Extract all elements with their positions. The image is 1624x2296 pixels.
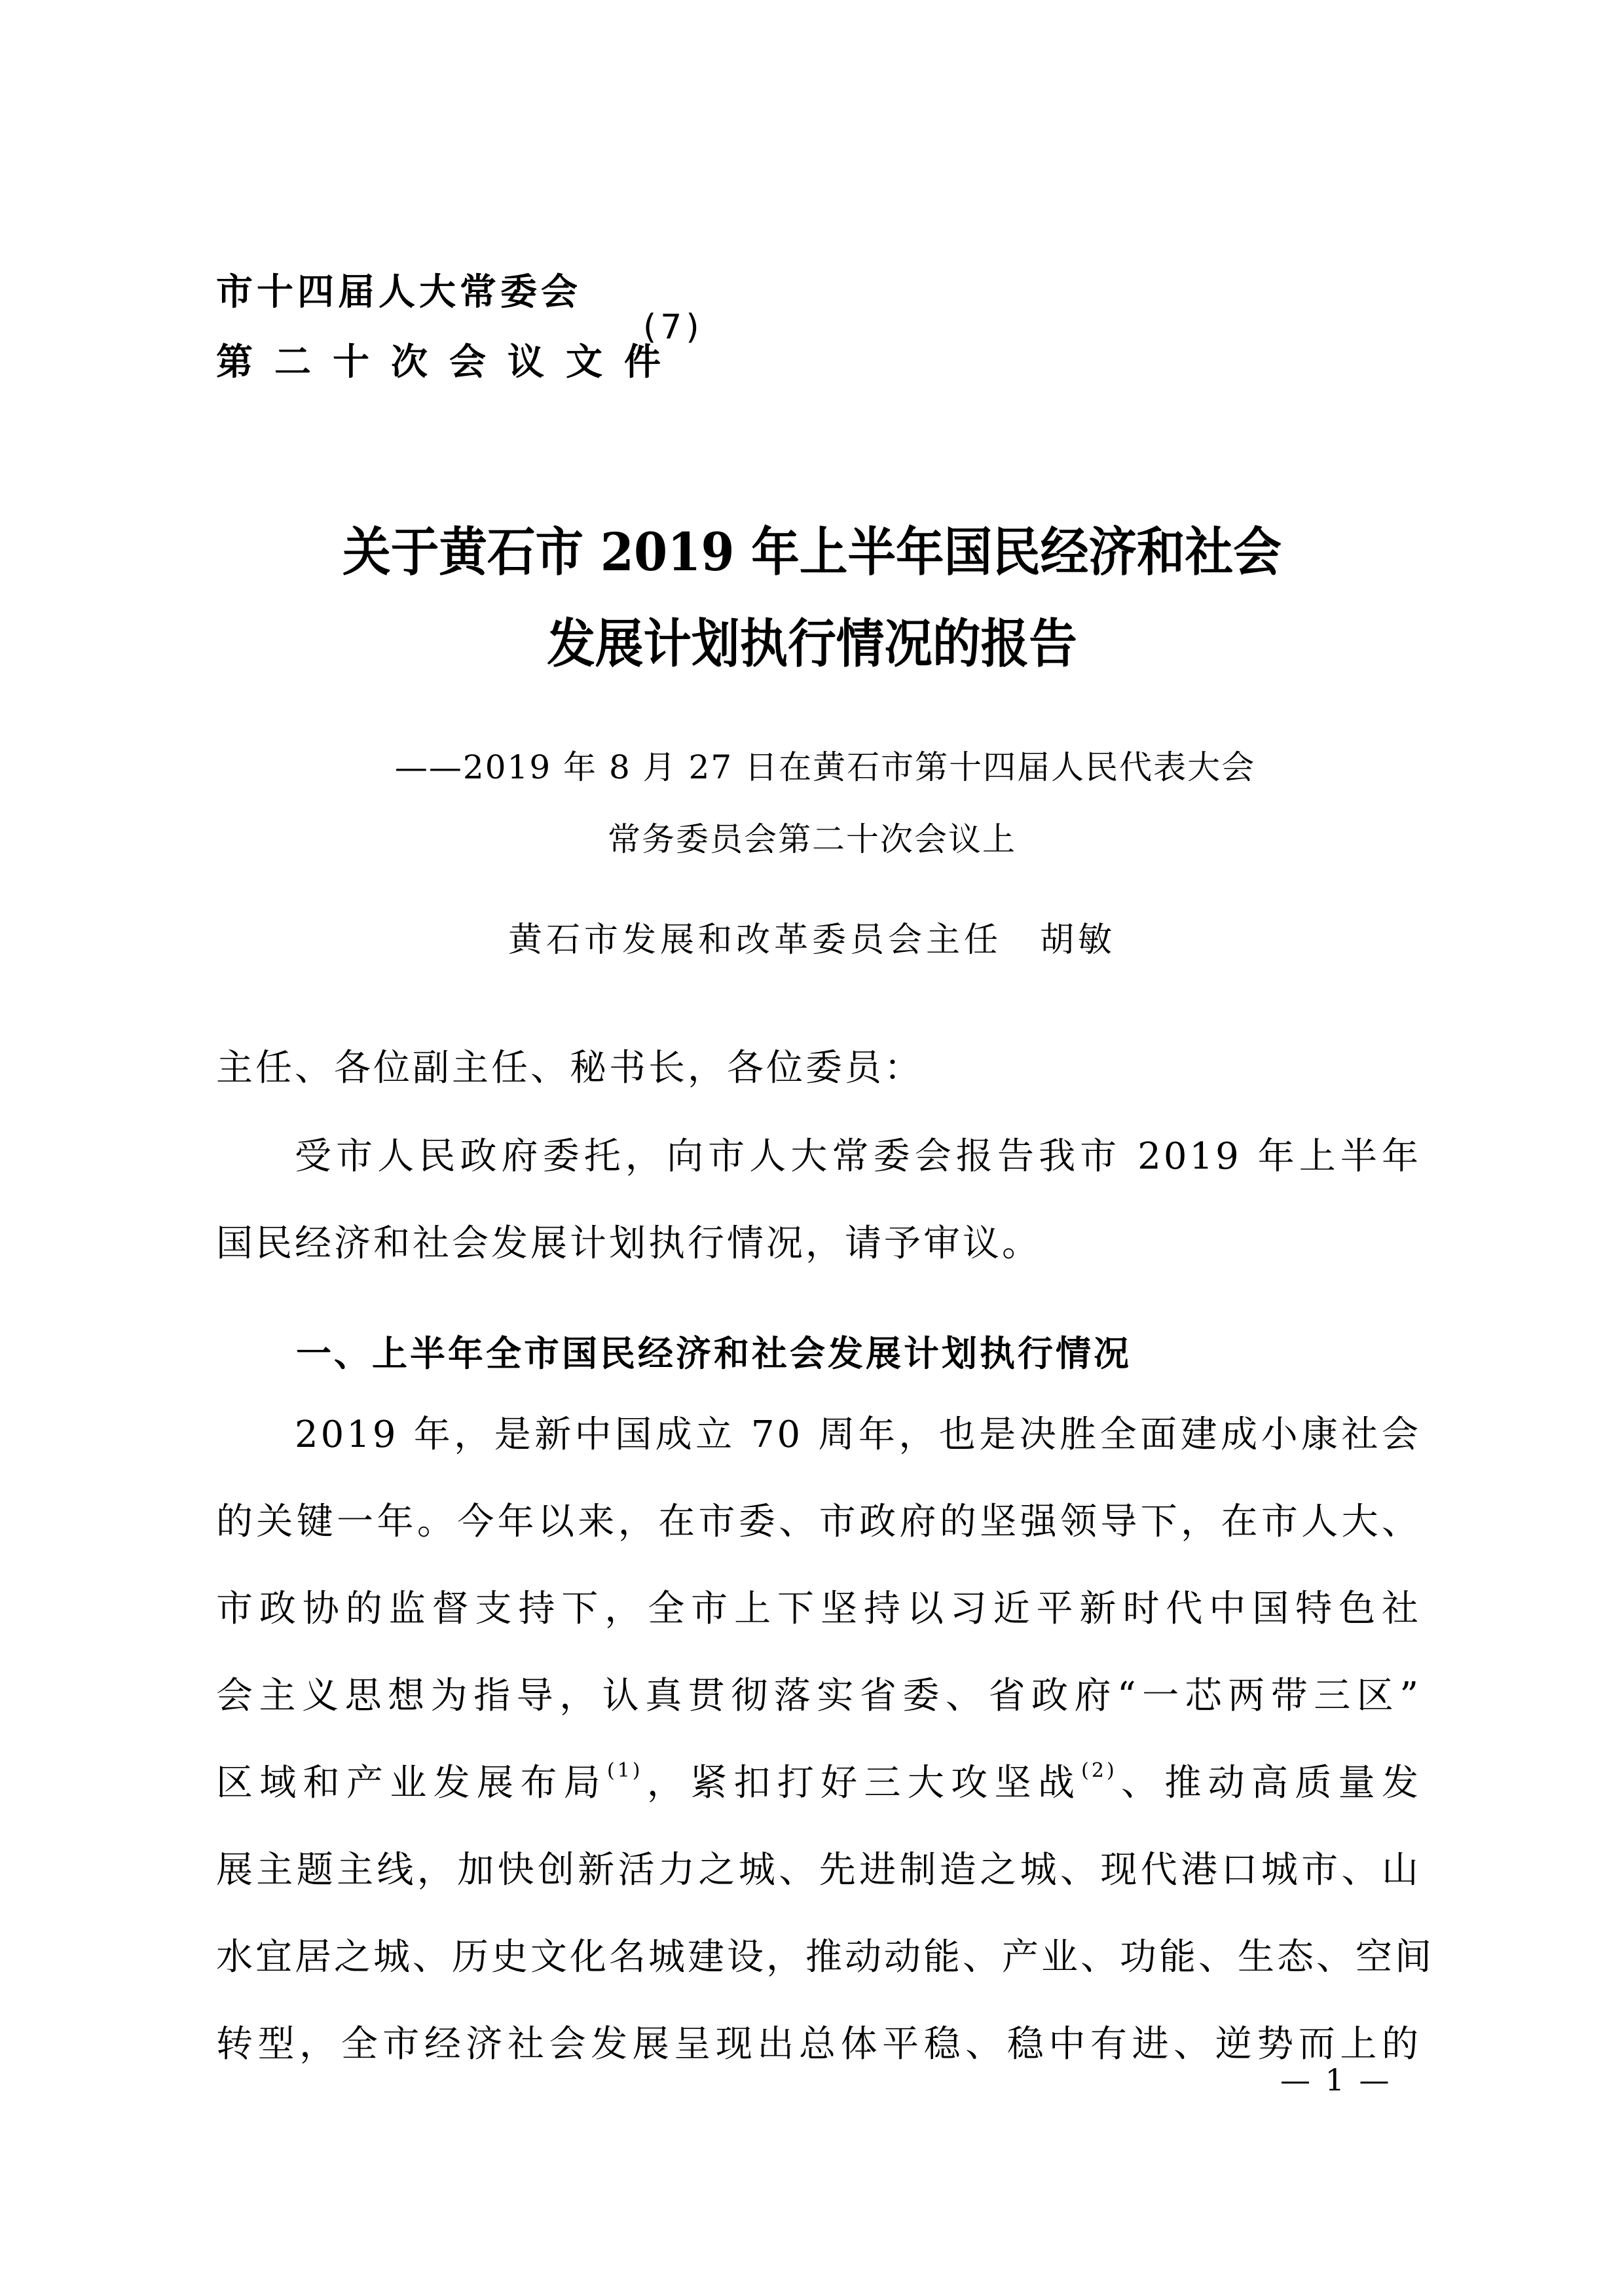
report-title-line2: 发展计划执行情况的报告 — [547, 613, 1077, 674]
salutation: 主任、各位副主任、秘书长，各位委员： — [216, 1047, 923, 1089]
meeting-header-line1: 市十四届人大常委会 — [216, 271, 581, 314]
intro-line1: 受市人民政府委托，向市人大常委会报告我市 2019 年上半年 — [295, 1135, 1421, 1178]
paragraph-line-with-footnotes — [216, 1759, 1422, 1804]
paragraph-text-segment: 区域和产业发展布局 — [216, 1762, 607, 1804]
paragraph-line: 2019 年，是新中国成立 70 周年，也是决胜全面建成小康社会 — [295, 1413, 1421, 1456]
subtitle-line2: 常务委员会第二十次会议上 — [608, 820, 1016, 858]
paragraph-text-segment: 、推动高质量发 — [1116, 1762, 1422, 1804]
intro-line2: 国民经济和社会发展计划执行情况，请予审议。 — [216, 1222, 1041, 1265]
paragraph-line: 市政协的监督支持下，全市上下坚持以习近平新时代中国特色社 — [216, 1588, 1421, 1630]
author-line: 黄石市发展和改革委员会主任 胡敏 — [507, 920, 1116, 960]
page-number: — 1 — — [1280, 2062, 1392, 2098]
report-title-line1: 关于黄石市 2019 年上半年国民经济和社会 — [342, 521, 1282, 583]
paragraph-line: 水宜居之城、历史文化名城建设，推动动能、产业、功能、生态、空间 — [216, 1936, 1434, 1978]
paragraph-line: 的关键一年。今年以来，在市委、市政府的坚强领导下，在市人大、 — [216, 1501, 1421, 1543]
paragraph-line: 会主义思想为指导，认真贯彻落实省委、省政府“一芯两带三区” — [216, 1675, 1421, 1717]
meeting-header-line2: 第二十次会议文件 — [216, 341, 682, 384]
subtitle-line1: ——2019 年 8 月 27 日在黄石市第十四届人民代表大会 — [394, 748, 1256, 786]
footnote-ref-1[interactable]: (1) — [607, 1759, 643, 1782]
section-heading: 一、上半年全市国民经济和社会发展计划执行情况 — [296, 1333, 1132, 1374]
paragraph-line: 转型，全市经济社会发展呈现出总体平稳、稳中有进、逆势而上的 — [216, 2023, 1421, 2066]
paragraph-line: 展主题主线，加快创新活力之城、先进制造之城、现代港口城市、山 — [216, 1849, 1421, 1891]
footnote-ref-2[interactable]: (2) — [1081, 1759, 1117, 1782]
paragraph-text-segment: ，紧扣打好三大攻坚战 — [642, 1762, 1082, 1804]
document-number: (7) — [643, 308, 703, 347]
